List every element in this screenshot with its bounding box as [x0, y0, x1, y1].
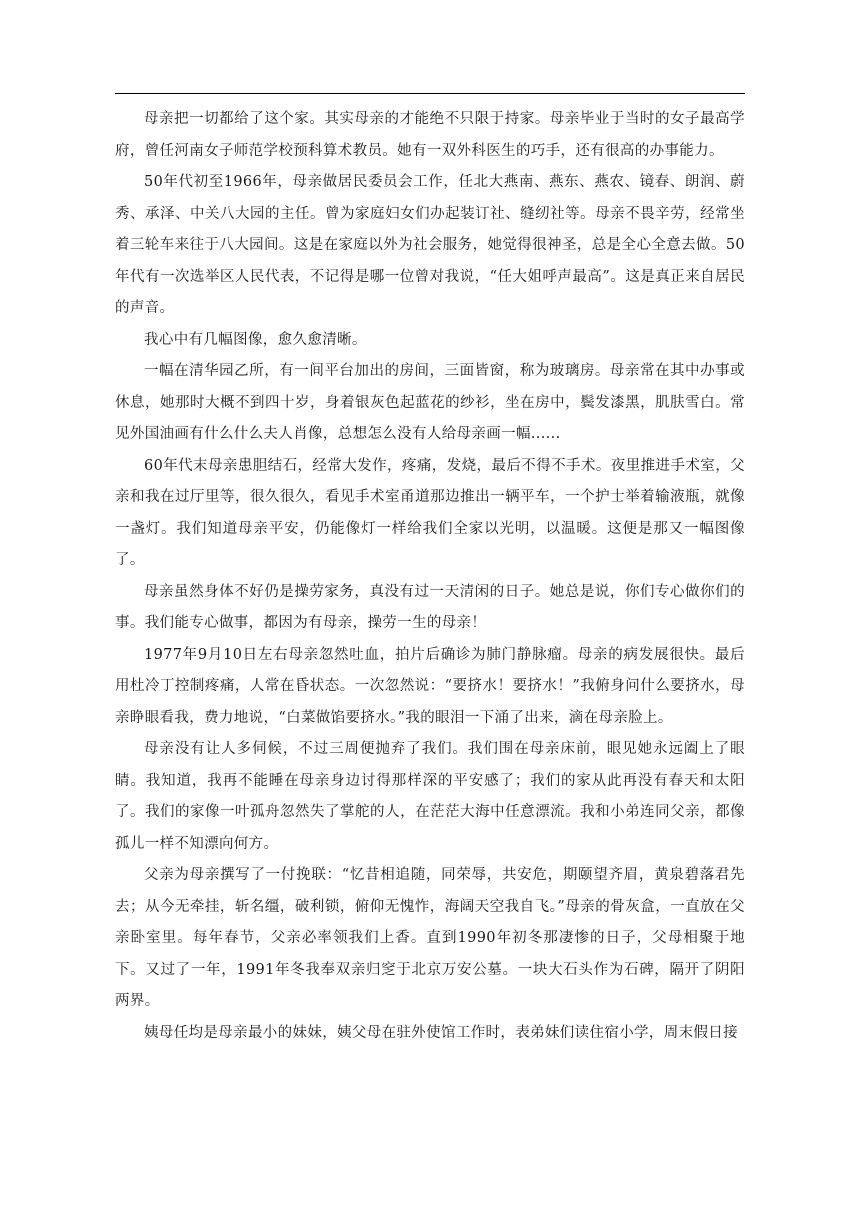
- paragraph-4: 一幅在清华园乙所，有一间平台加出的房间，三面皆窗，称为玻璃房。母亲常在其中办事或休息，她那时大概不到四十岁，身着银灰色起蓝花的纱衫，坐在房中，鬓发漆黑，肌肤雪白。常见外国油画有什么什么夫人肖像，总想怎么没有人给母亲画一幅......: [115, 363, 745, 442]
- paragraph-2: 50年代初至1966年，母亲做居民委员会工作，任北大燕南、燕东、燕农、镜春、朗润、蔚秀、承泽、中关八大园的主任。曾为家庭妇女们办起装订社、缝纫社等。母亲不畏辛劳，经常坐着三轮车来往于八大园间。这是在家庭以外为社会服务，她觉得很神圣，总是全心全意去做。50年代有一次选举区人民代表，不记得是哪一位曾对我说，“任大姐呼声最高”。这是真正来自居民的声音。: [115, 174, 745, 316]
- paragraph-3: 我心中有几幅图像，愈久愈清晰。: [144, 331, 367, 348]
- paragraph-8: 母亲没有让人多伺候，不过三周便抛弃了我们。我们围在母亲床前，眼见她永远阖上了眼睛。我知道，我再不能睡在母亲身边讨得那样深的平安感了；我们的家从此再没有春天和太阳了。我们的家像一叶孤舟忽然失了掌舵的人，在茫茫大海中任意漂流。我和小弟连同父亲，都像孤儿一样不知漂向何方。: [115, 741, 745, 852]
- header-rule: [115, 93, 745, 94]
- paragraph-6: 母亲虽然身体不好仍是操劳家务，真没有过一天清闲的日子。她总是说，你们专心做你们的事。我们能专心做事，都因为有母亲，操劳一生的母亲！: [115, 583, 745, 631]
- paragraph-9: 父亲为母亲撰写了一付挽联：“忆昔相追随，同荣辱，共安危，期颐望齐眉，黄泉碧落君先去；从今无牵挂，斩名缰，破利锁，俯仰无愧怍，海阔天空我自飞。”母亲的骨灰盒，一直放在父亲卧室里。每年春节，父亲必率领我们上香。直到1990年初冬那凄惨的日子，父母相聚于地下。又过了一年，1991年冬我奉双亲归窆于北京万安公墓。一块大石头作为石碑，隔开了阴阳两界。: [115, 867, 745, 1009]
- paragraph-5: 60年代末母亲患胆结石，经常大发作，疼痛，发烧，最后不得不手术。夜里推进手术室，父亲和我在过厅里等，很久很久，看见手术室甬道那边推出一辆平车，一个护士举着输液瓶，就像一盏灯。我们知道母亲平安，仍能像灯一样给我们全家以光明，以温暖。这便是那又一幅图像了。: [115, 457, 745, 568]
- paragraph-10: 姨母任均是母亲最小的妹妹，姨父母在驻外使馆工作时，表弟妹们读住宿小学，周末假日接: [144, 1024, 738, 1041]
- paragraph-7: 1977年9月10日左右母亲忽然吐血，拍片后确诊为肺门静脉瘤。母亲的病发展很快。最后用杜冷丁控制疼痛，人常在昏状态。一次忽然说：“要挤水！要挤水！”我俯身问什么要挤水，母亲睁眼看我，费力地说，“白菜做馅要挤水。”我的眼泪一下涌了出来，滴在母亲脸上。: [115, 646, 745, 726]
- article-body: [115, 104, 745, 1049]
- paragraph-1: 母亲把一切都给了这个家。其实母亲的才能绝不只限于持家。母亲毕业于当时的女子最高学府，曾任河南女子师范学校预科算术教员。她有一双外科医生的巧手，还有很高的办事能力。: [115, 111, 745, 159]
